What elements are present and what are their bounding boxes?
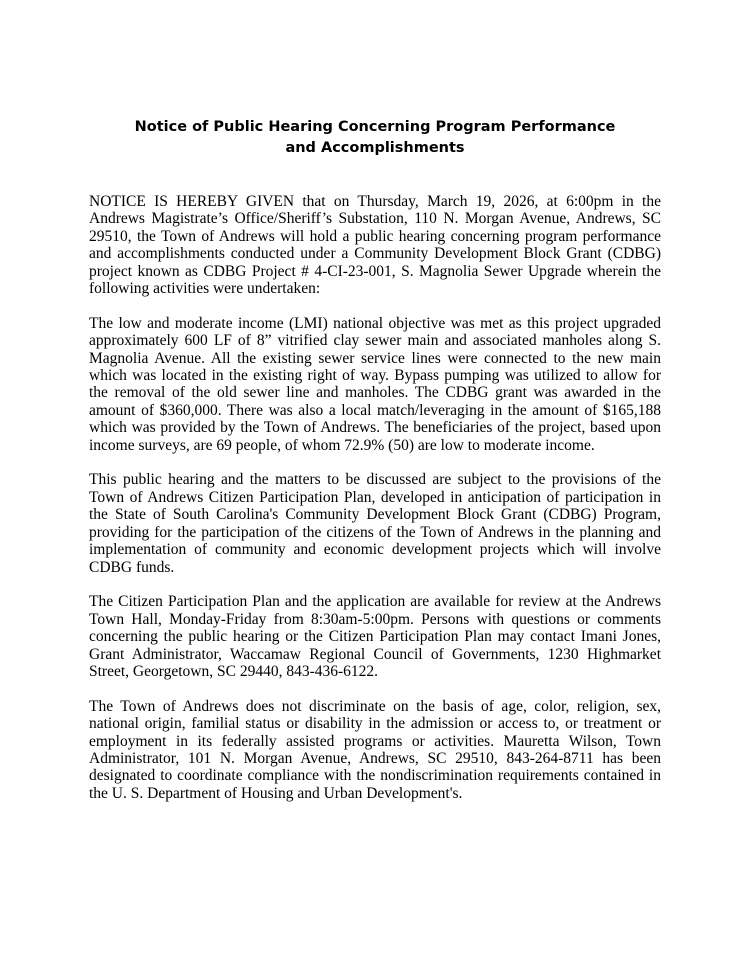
- title-line-2: and Accomplishments: [285, 140, 465, 156]
- notice-body: [89, 193, 661, 820]
- paragraph-hearing-notice: NOTICE IS HEREBY GIVEN that on Thursday, March 19, 2026, at 6:00pm in the Andrews Magistrate’s Office/Sheriff’s Substation, 110 N. Morgan Avenue, Andrews, SC 29510, the Town of Andrews will hold a public hearing concerning program performance and accomplishments conducted under a Community Development Block Grant (CDBG) project known as CDBG Project # 4-CI-23-001, S. Magnolia Sewer Upgrade wherein the following activities were undertaken:: [89, 193, 661, 298]
- paragraph-citizen-participation: This public hearing and the matters to be discussed are subject to the provisions of the Town of Andrews Citizen Participation Plan, developed in anticipation of participation in the State of South Carolina's Community Development Block Grant (CDBG) Program, providing for the participation of the citizens of the Town of Andrews in the planning and implementation of community and economic development projects which will involve CDBG funds.: [89, 471, 661, 576]
- document-title: [0, 117, 750, 159]
- paragraph-nondiscrimination: The Town of Andrews does not discriminate on the basis of age, color, religion, sex, national origin, familial status or disability in the admission or access to, or treatment or employment in its federally assisted programs or activities. Mauretta Wilson, Town Administrator, 101 N. Morgan Avenue, Andrews, SC 29510, 843-264-8711 has been designated to coordinate compliance with the nondiscrimination requirements contained in the U. S. Department of Housing and Urban Development's.: [89, 697, 661, 802]
- paragraph-review-contact: The Citizen Participation Plan and the application are available for review at the Andrews Town Hall, Monday-Friday from 8:30am-5:00pm. Persons with questions or comments concerning the public hearing or the Citizen Participation Plan may contact Imani Jones, Grant Administrator, Waccamaw Regional Council of Governments, 1230 Highmarket Street, Georgetown, SC 29440, 843-436-6122.: [89, 593, 661, 680]
- paragraph-project-description: The low and moderate income (LMI) national objective was met as this project upgraded approximately 600 LF of 8” vitrified clay sewer main and associated manholes along S. Magnolia Avenue. All the existing sewer service lines were connected to the new main which was located in the existing right of way. Bypass pumping was utilized to allow for the removal of the old sewer line and manholes. The CDBG grant was awarded in the amount of $360,000. There was also a local match/leveraging in the amount of $165,188 which was provided by the Town of Andrews. The beneficiaries of the project, based upon income surveys, are 69 people, of whom 72.9% (50) are low to moderate income.: [89, 314, 661, 454]
- title-line-1: Notice of Public Hearing Concerning Program Performance: [134, 119, 616, 135]
